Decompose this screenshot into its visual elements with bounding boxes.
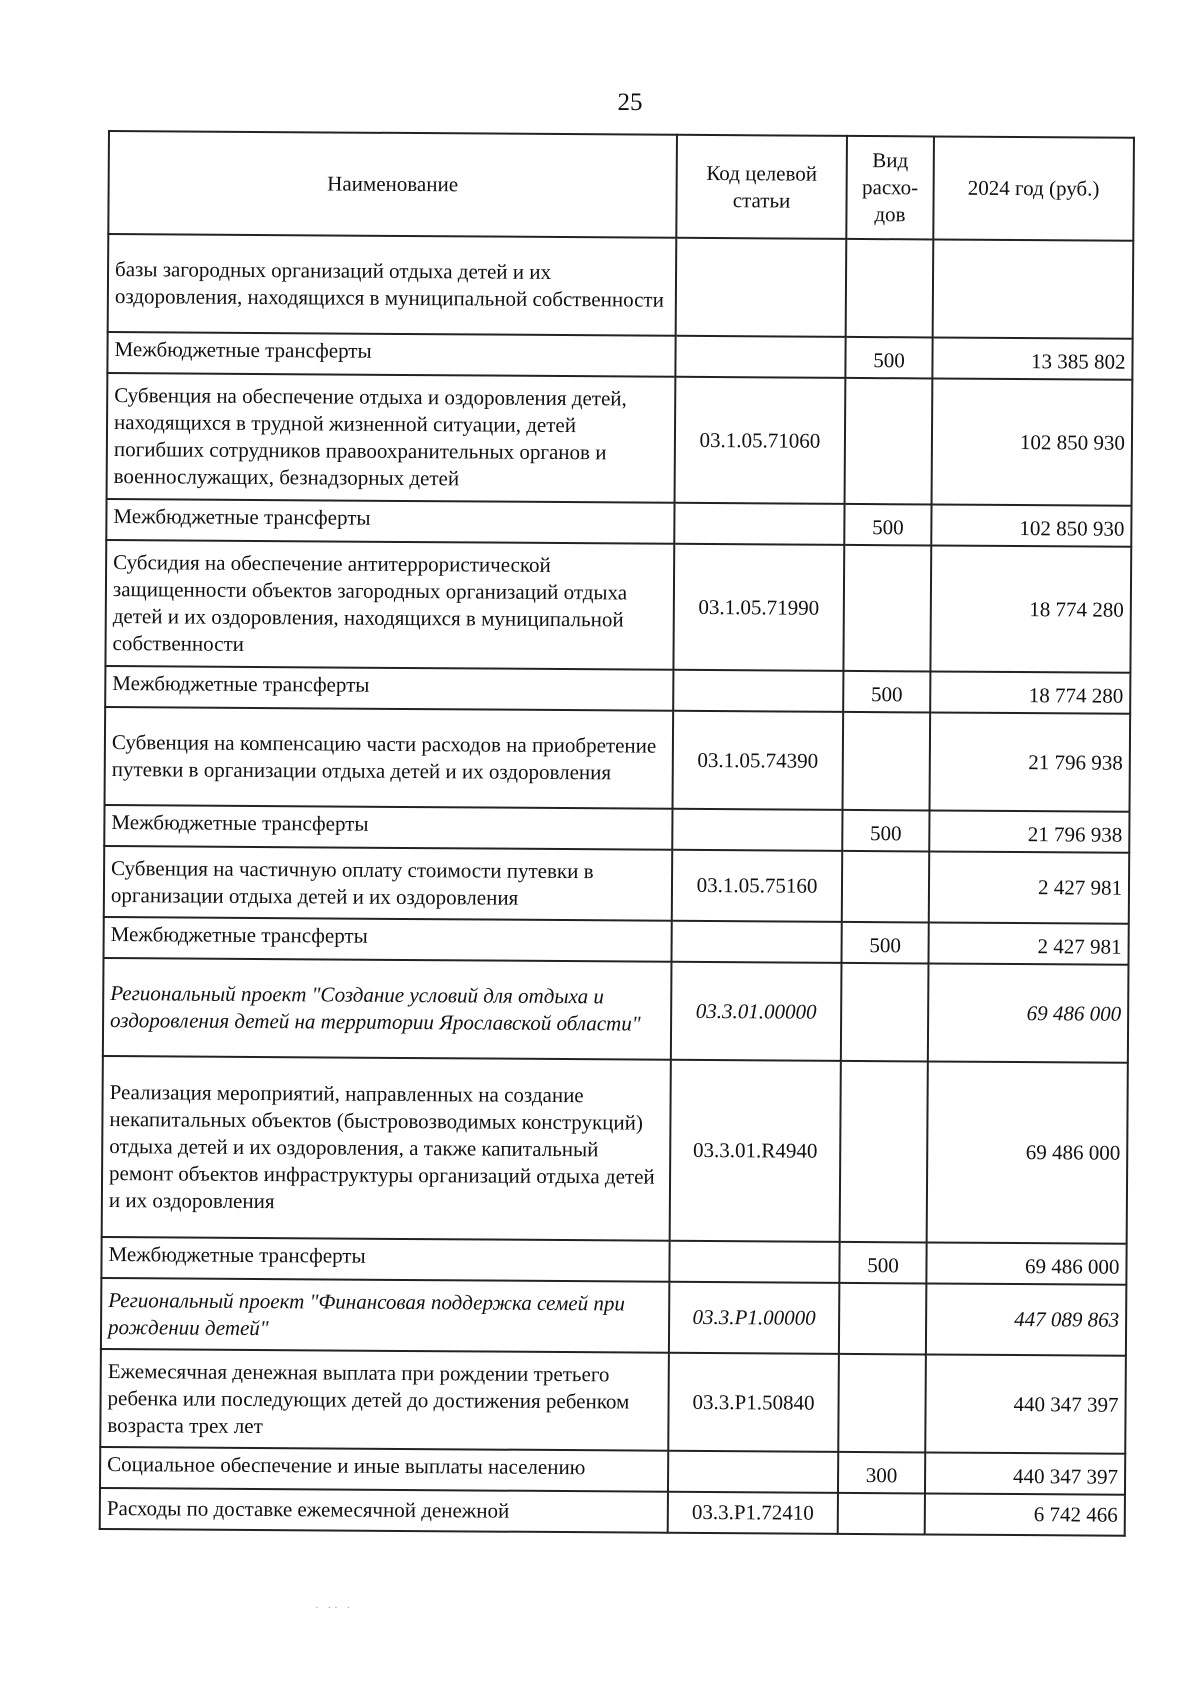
row-code: 03.1.05.74390 <box>673 711 844 810</box>
row-code: 03.3.01.00000 <box>671 962 842 1061</box>
row-kind <box>840 1061 928 1243</box>
row-kind <box>843 712 931 811</box>
table-row <box>103 958 1129 1063</box>
table-header-row <box>108 131 1134 241</box>
table-row <box>106 499 1131 547</box>
row-code <box>672 809 842 851</box>
table-row <box>104 805 1129 853</box>
row-name: Межбюджетные трансферты <box>107 332 675 377</box>
row-kind: 300 <box>838 1452 925 1494</box>
row-code <box>675 336 845 378</box>
row-kind <box>846 239 934 338</box>
row-code: 03.1.05.71060 <box>675 377 846 504</box>
header-amount: 2024 год (руб.) <box>933 136 1134 240</box>
row-amount: 18 774 280 <box>930 545 1131 672</box>
table-row <box>105 666 1130 714</box>
row-amount: 21 796 938 <box>930 712 1131 811</box>
row-kind: 500 <box>839 1242 926 1284</box>
row-name: Межбюджетные трансферты <box>101 1237 669 1282</box>
row-name: базы загородных организаций отдыха детей и их оздоровления, находящихся в муниципальной собственности <box>108 234 677 336</box>
row-kind: 500 <box>844 504 931 546</box>
row-name: Субвенция на компенсацию части расходов на приобретение путевки в организации отдыха детей и их оздоровления <box>105 707 674 809</box>
row-name: Социальное обеспечение и иные выплаты населению <box>100 1447 668 1492</box>
row-code <box>669 1241 839 1283</box>
row-code <box>671 921 841 963</box>
table-row <box>107 373 1133 506</box>
row-name: Субвенция на частичную оплату стоимости путевки в организации отдыха детей и их оздоровления <box>104 846 672 921</box>
table-row <box>108 234 1134 339</box>
row-amount: 102 850 930 <box>931 504 1131 546</box>
budget-table <box>99 130 1135 1537</box>
row-amount: 18 774 280 <box>930 671 1130 713</box>
table-row <box>100 1488 1125 1536</box>
row-amount: 69 486 000 <box>928 963 1129 1062</box>
row-amount: 440 347 397 <box>925 1354 1126 1453</box>
row-name: Субвенция на обеспечение отдыха и оздоровления детей, находящихся в трудной жизненной ситуации, детей погибших сотрудников правоохранительных органов и военнослужащих, безнадзорных детей <box>107 373 676 503</box>
row-kind <box>838 1493 925 1535</box>
row-name: Реализация мероприятий, направленных на создание некапитальных объектов (быстровозводимых конструкций) отдыха детей и их оздоровления, а также капитальный ремонт объектов инфраструктуры организаций отдыха детей и их оздоровления <box>102 1056 671 1241</box>
row-name: Субсидия на обеспечение антитеррористической защищенности объектов загородных организаций отдыха детей и их оздоровления, находящихся в муниципальной собственности <box>105 540 674 670</box>
row-code: 03.3.01.R4940 <box>670 1060 841 1242</box>
row-code <box>674 503 844 545</box>
row-kind: 500 <box>843 671 930 713</box>
row-amount: 2 427 981 <box>928 922 1128 964</box>
row-amount: 447 089 863 <box>926 1283 1126 1355</box>
row-amount: 69 486 000 <box>927 1061 1128 1243</box>
header-name: Наименование <box>108 131 677 238</box>
row-amount: 102 850 930 <box>932 378 1133 505</box>
table-row <box>104 917 1129 965</box>
row-code <box>668 1451 838 1493</box>
row-name: Региональный проект "Создание условий для отдыха и оздоровления детей на территории Ярославской области" <box>103 958 672 1060</box>
row-name: Межбюджетные трансферты <box>105 666 673 711</box>
table-row <box>105 540 1131 673</box>
row-kind: 500 <box>842 810 929 852</box>
row-kind <box>843 545 931 672</box>
row-name: Региональный проект "Финансовая поддержка семей при рождении детей" <box>101 1278 669 1353</box>
row-name: Ежемесячная денежная выплата при рождении третьего ребенка или последующих детей до достижения ребенком возраста трех лет <box>100 1349 669 1451</box>
row-amount: 13 385 802 <box>932 337 1132 379</box>
scan-artifact: · ·· · <box>315 1602 354 1614</box>
row-code: 03.3.P1.00000 <box>669 1282 839 1354</box>
table-row <box>105 707 1131 812</box>
header-kind: Вид расхо-дов <box>846 136 934 240</box>
table-row <box>100 1349 1126 1454</box>
row-kind <box>841 963 929 1062</box>
row-name: Межбюджетные трансферты <box>104 917 672 962</box>
row-kind <box>838 1354 926 1453</box>
row-kind: 500 <box>841 922 928 964</box>
row-amount: 69 486 000 <box>926 1242 1126 1284</box>
row-kind <box>842 851 929 923</box>
row-code: 03.1.05.71990 <box>673 544 844 671</box>
table-row <box>101 1278 1126 1356</box>
row-kind <box>845 378 933 505</box>
row-kind: 500 <box>845 337 932 379</box>
row-name: Расходы по доставке ежемесячной денежной <box>100 1488 668 1533</box>
row-amount: 2 427 981 <box>929 851 1129 923</box>
row-code <box>673 670 843 712</box>
row-name: Межбюджетные трансферты <box>106 499 674 544</box>
table-row <box>100 1447 1125 1495</box>
row-kind <box>839 1283 926 1355</box>
row-amount: 440 347 397 <box>925 1452 1125 1494</box>
row-amount <box>933 239 1134 338</box>
row-name: Межбюджетные трансферты <box>104 805 672 850</box>
row-code <box>676 238 847 337</box>
row-amount: 6 742 466 <box>925 1493 1125 1535</box>
table-row <box>102 1056 1128 1244</box>
table-row <box>104 846 1129 924</box>
page-number: 25 <box>617 89 643 116</box>
header-code: Код целевой статьи <box>676 135 847 239</box>
table-row <box>107 332 1132 380</box>
table-row <box>101 1237 1126 1285</box>
row-code: 03.3.P1.50840 <box>668 1353 839 1452</box>
row-code: 03.3.P1.72410 <box>668 1492 838 1534</box>
row-amount: 21 796 938 <box>929 810 1129 852</box>
row-code: 03.1.05.75160 <box>672 850 842 922</box>
